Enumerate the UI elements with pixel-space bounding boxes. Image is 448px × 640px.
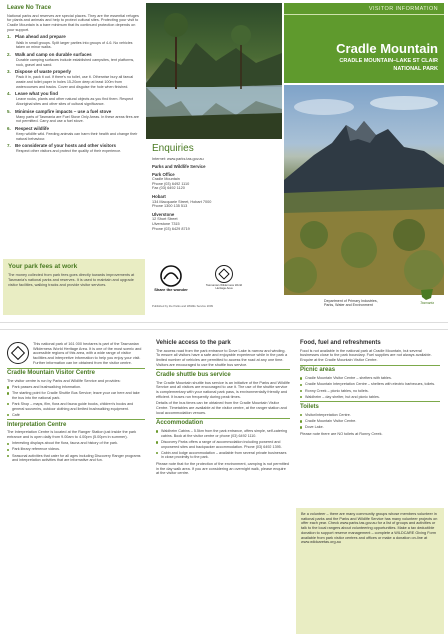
food-panel (296, 336, 444, 636)
accommodation-item: Discovery Parks offers a range of accommodation including powered and unpowered sites and backpacker accommodation. Phone (03) 6492 1395. (156, 440, 290, 449)
access-panel (152, 336, 294, 636)
principle-title: Dispose of waste properly (15, 69, 72, 75)
visitor-centre-intro: The visitor centre is run by Parks and Wildlife Service and provides: (7, 378, 121, 383)
interpretation-centre-item: Seasonal activities that cater for all ages including Discovery Ranger programs and interpretation activities that are informative and fun. (7, 454, 145, 463)
principle-item (7, 126, 141, 143)
visitor-centre-item: Park Shop – maps, film, flora and fauna guide books, children's books and general souvenirs, outdoor clothing and limited bushwalking equipment. (7, 402, 145, 411)
toilet-item: Cradle Mountain Visitor Centre. (300, 419, 440, 424)
park-office-title: Park Office (152, 171, 175, 177)
shuttle-body-1: The Cradle Mountain shuttle bus service is an initiative of the Parks and Wildlife Service and all visitors are encouraged to use it. The use of the shuttle service is complementary with your national park pass, is environmentally friendly and efficient. It buses run frequently during peak times. (156, 380, 290, 399)
interpretation-centre-intro: The Interpretation Centre is located at the Ranger Station just inside the park entrance and is open daily from 9.00am to 4.00pm (5.00pm in summer). (7, 430, 137, 440)
toilets-list (300, 413, 440, 430)
principle-content (15, 109, 141, 126)
park-office-line: Cradle Mountain (152, 176, 180, 181)
principle-number: 6. (7, 125, 11, 131)
cover-title: Cradle Mountain (336, 41, 438, 56)
ulverstone-line: 12 Short Street (152, 217, 178, 222)
hobart-line: Phone 1300 135 513 (152, 204, 188, 209)
visitor-centre-item: The starting point for Cradle Shuttle Bus Service; leave your car here and take the bus into the national park. (7, 391, 145, 400)
interpretation-centre-item: Interesting displays about the flora, fauna and history of the park. (7, 441, 145, 446)
world-heritage-emblem (7, 342, 29, 364)
principle-number: 3. (7, 69, 11, 75)
tasmania-logo-text: Tasmania (420, 301, 434, 305)
accommodation-note: Please note that for the protection of the environment, camping is not permitted in the day walk area. If you are considering an overnight walk, please enquire at the visitor centre. (156, 462, 289, 476)
principle-item (7, 34, 141, 51)
park-fees-box (3, 259, 145, 315)
picnic-item: Waldheim – day shelter, hut and picnic tables. (300, 395, 440, 400)
dept-line-1: Department of Primary Industries, (324, 299, 378, 303)
picnic-item: Ronny Creek – picnic tables, no toilets. (300, 389, 440, 394)
principle-title: Walk and camp on durable surfaces (15, 51, 92, 57)
accommodation-title: Accommodation (156, 420, 204, 427)
principles-list (7, 34, 141, 156)
picnic-item: Cradle Mountain Interpretation Centre – shelters with electric barbecues, toilets. (300, 382, 440, 387)
principle-number: 1. (7, 34, 11, 40)
accommodation-item: Waldheim Cabins – 5.5km from the park entrance, offers simple, self-catering cabins. Book at the visitor centre or phone (03) 6492 1110. (156, 429, 290, 438)
park-office-line: Phone (03) 6492 1110 (152, 181, 190, 186)
principle-title: Respect wildlife (15, 125, 50, 131)
food-title: Food, fuel and refreshments (300, 340, 381, 346)
wha-logo (204, 265, 244, 301)
ulverstone-lines (152, 217, 278, 231)
visitor-centre-list (7, 385, 145, 417)
principle-content (15, 52, 141, 69)
principle-body: Keep wildlife wild. Feeding animals can harm their health and change their natural behaviour. (16, 132, 138, 141)
lake-scene-svg (146, 3, 282, 139)
principle-body: Leave rocks, plants and other natural objects as you find them. Respect Aboriginal sites and other sites of cultural significance. (16, 97, 134, 106)
principle-body: Respect other visitors and protect the quality of their experience. (16, 149, 122, 154)
principle-body: Many parts of Tasmania are Fuel Stove Only Areas. In these areas fires are not permitted. Carry and use a fuel stove. (16, 114, 139, 124)
cradle-mountain-photo (284, 85, 444, 295)
park-office-lines (152, 177, 278, 191)
hobart-lines (152, 200, 278, 209)
principle-number: 7. (7, 143, 11, 149)
park-office-line: Fax (03) 6492 1120 (152, 186, 185, 191)
principle-number: 5. (7, 108, 11, 114)
visitor-centre-panel (3, 336, 149, 636)
principle-content (15, 34, 141, 51)
hobart-title: Hobart (152, 194, 166, 200)
wha-intro (7, 342, 145, 366)
principle-title: Be considerate of your hosts and other visitors (15, 143, 117, 149)
ulverstone-title: Ulverstone (152, 211, 175, 217)
interpretation-centre-list (7, 441, 145, 463)
share-the-wonder-logo (154, 265, 188, 301)
visitor-centre-item: Café (7, 413, 145, 418)
section-rule (7, 368, 145, 369)
leave-no-trace-panel (3, 3, 145, 315)
vehicle-access-title: Vehicle access to the park (156, 340, 231, 346)
tasmania-logo (414, 287, 440, 311)
fold-divider (0, 322, 448, 330)
cover-header (284, 3, 444, 83)
leave-no-trace-intro: National parks and reserves are special places. They are the essential refuges for plants and animals and help to protect cultural sites. Protecting your visit to Cradle Mountain is a bare minimum that its continued protection depends on your support. (7, 13, 139, 32)
enquiries-panel (146, 3, 282, 315)
cover-panel (284, 3, 444, 315)
wha-intro-text: This national park of 161 000 hectares is part of the Tasmanian Wilderness World Heritage Area. It is one of the most scenic and accessible regions of this area, with a wide range of visitor facilities and interpretive information to help you enjoy your visit. Further information can be obtained from the visitor centre. (33, 342, 142, 365)
world-heritage-icon (215, 265, 233, 283)
toilets-note: Please note there are NO toilets at Ronny Creek. (300, 431, 383, 436)
toilets-title: Toilets (300, 403, 319, 410)
interpretation-centre-item: Park library reference videos. (7, 447, 145, 452)
shuttle-body-2: Details of the bus times can be obtained from the Cradle Mountain Visitor Centre. Timetables are available at the visitor centre, at the ranger station and local accommodation venues. (156, 401, 287, 415)
principle-body: Pack it in, pack it out. If there's no toilet, use it. Otherwise bury all faecal waste and toilet paper in holes 15-20cm deep at least 100m from watercourses and tracks. Cover and disguise the hole when finished. (16, 75, 134, 89)
picnic-item: Cradle Mountain Visitor Centre – shelters with tables. (300, 376, 440, 381)
enquiries-block (152, 143, 278, 232)
share-wonder-icon (159, 265, 183, 287)
principle-content (15, 91, 141, 108)
section-rule (156, 418, 290, 419)
principle-title: Plan ahead and prepare (15, 34, 66, 40)
principle-item (7, 91, 141, 108)
park-fees-body: The money collected from park fees goes directly towards improvements at Tasmania's national parks and reserves. It is used to maintain and upgrade visitor facilities, walking tracks and provide visitor services. (8, 273, 135, 287)
lake-photo (146, 3, 282, 139)
dept-text (324, 299, 414, 308)
principle-item (7, 52, 141, 69)
toilet-item: Dove Lake. (300, 425, 440, 430)
picnic-list (300, 376, 440, 399)
publication-footer: Published by the Parks and Wildlife Service 2009 (152, 304, 213, 308)
accommodation-list (156, 429, 290, 460)
enquiries-title: Enquiries (152, 143, 194, 154)
internet-line: Internet: www.parks.tas.gov.au (152, 156, 204, 161)
ulverstone-line: Phone (03) 6429 8719 (152, 226, 190, 231)
banner-rule (284, 14, 444, 15)
toilet-item: Visitor/interpretation Centre. (300, 413, 440, 418)
vehicle-access-body: The access road from the park entrance to Dove Lake is narrow and winding. To ensure all visitors have a safe and enjoyable experience while in the park a limited number of vehicles are permitted to access the road at any one time. Visitors are encouraged to use the shuttle bus service. (156, 348, 288, 367)
principle-content (15, 126, 141, 143)
principle-number: 2. (7, 51, 11, 57)
park-fees-title: Your park fees at work (8, 263, 78, 270)
principle-content (15, 143, 141, 156)
principle-body: Walk in small groups. Split larger parties into groups of 4-6. No vehicles taken on minor walks. (16, 40, 133, 50)
principle-item (7, 109, 141, 126)
tasmania-map-icon (419, 287, 435, 301)
principle-item (7, 69, 141, 91)
mountain-scene-svg (284, 85, 444, 295)
share-wonder-text: Share the wonder (154, 287, 188, 292)
volunteer-box (296, 508, 444, 634)
section-rule (156, 369, 290, 370)
visitor-centre-title: Cradle Mountain Visitor Centre (7, 370, 95, 377)
food-body: Food is not available in the national park at Cradle Mountain, but several businesses close to the park boundary. Fuel supplies are not always available. Enquire at the Cradle Mountain Visitor Centre. (300, 348, 432, 362)
visitor-info-banner: VISITOR INFORMATION (368, 6, 438, 12)
principle-body: Durable camping surfaces include established campsites, tent platforms, rock, gravel and sand. (16, 57, 135, 67)
section-rule (7, 419, 145, 420)
dept-line-2: Parks, Water and Environment (324, 303, 373, 308)
volunteer-text: Be a volunteer – there are many community groups whose members volunteer in national parks and the Parks and Wildlife Service has many volunteer projects on offer each year. Check www.parks.tas.gov.au for a list of groups and activities or talk to the local rangers about volunteering opportunities. Make a tax deductible donation to support reserve management – complete a WILDCARE Giving Form available from park visitor centres and offices or make a donation on-line at www.wildcaretas.org.au (301, 512, 438, 545)
ulverstone-line: Ulverstone 7315 (152, 222, 180, 227)
wha-logo-text: Tasmanian Wilderness World Heritage Area (205, 283, 243, 291)
section-rule (300, 401, 440, 402)
picnic-title: Picnic areas (300, 367, 336, 374)
leave-no-trace-title: Leave No Trace (7, 5, 52, 11)
cover-subtitle-1: CRADLE MOUNTAIN–LAKE ST CLAIR (339, 58, 438, 64)
principle-title: Minimise campfire impacts – use a fuel stove (15, 108, 112, 114)
shuttle-title: Cradle shuttle bus service (156, 372, 231, 379)
accommodation-item: Cabin and lodge accommodation – available from several private businesses in close proximity to the park. (156, 451, 290, 460)
principle-content (15, 69, 141, 91)
principle-item (7, 143, 141, 156)
principle-title: Leave what you find (15, 91, 59, 97)
section-rule (300, 365, 440, 366)
principle-number: 4. (7, 91, 11, 97)
hobart-line: 134 Macquarie Street, Hobart 7000 (152, 199, 212, 204)
visitor-centre-item: Park passes and bushwalking information. (7, 385, 145, 390)
interpretation-centre-title: Interpretation Centre (7, 421, 67, 428)
pws-title: Parks and Wildlife Service (152, 164, 206, 170)
cover-subtitle-2: NATIONAL PARK (393, 66, 438, 72)
